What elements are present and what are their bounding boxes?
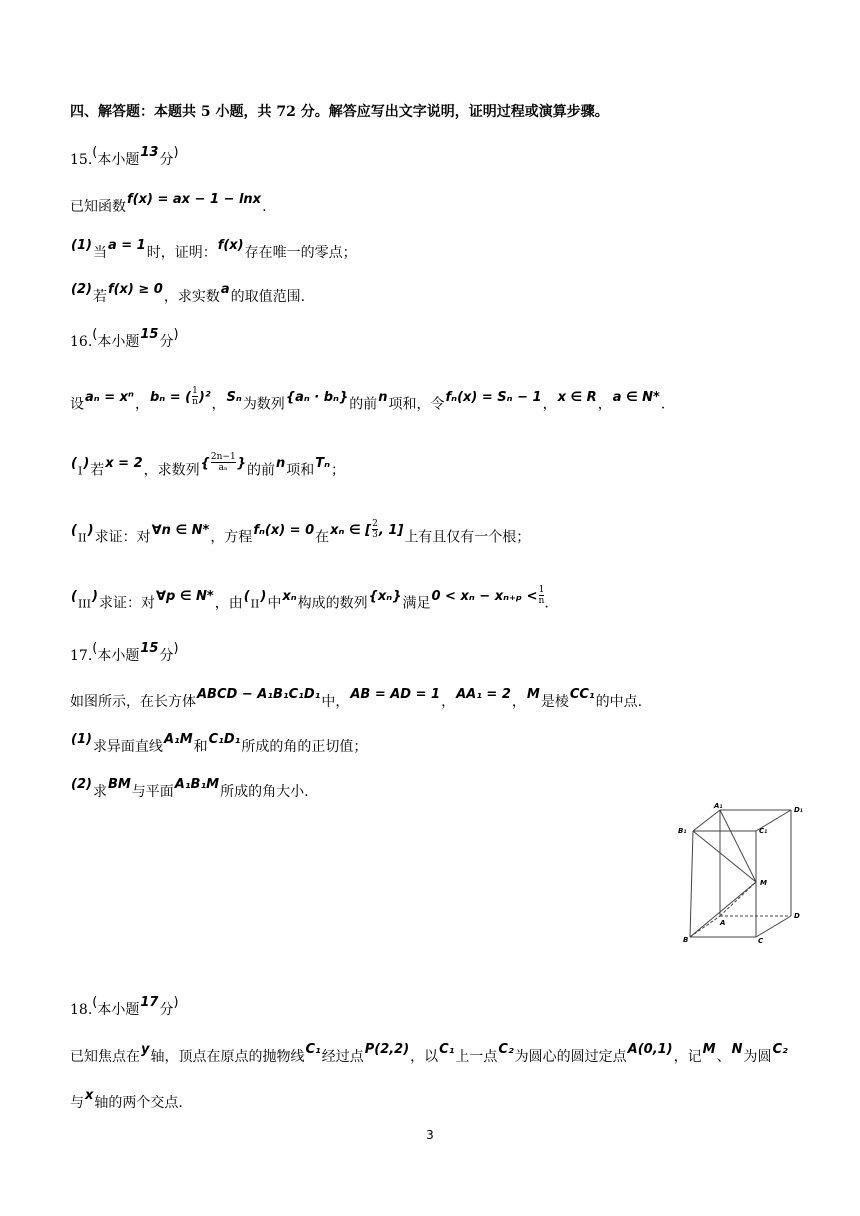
label-b: B — [683, 936, 689, 944]
label-d: D — [794, 912, 800, 920]
label-d1: D₁ — [794, 806, 803, 814]
q15-stem: 已知函数f(x) = ax − 1 − lnx. — [70, 192, 267, 215]
q16-score: 15 — [140, 327, 159, 342]
q16-part3: (III)求证：对∀p ∈ N*，由(II)中xₙ构成的数列{xₙ}满足0 < xₙ − xₙ₊ₚ < $\frac{1}{n}$ . — [71, 585, 549, 612]
q16-part1: (I)若x = 2，求数列{ $\frac{2n-1}{\text{aₙ}}$ }的前n项和Tₙ； — [71, 452, 346, 479]
q15-header: 15.(本小题13分) — [70, 145, 179, 168]
label-c: C — [758, 937, 764, 945]
label-c1: C₁ — [759, 827, 768, 835]
q18-stem-line1: 已知焦点在y轴，顶点在原点的抛物线C₁经过点P(2,2)，以C₁上一点C₂为圆心的圆过定点A(0,1)，记M、N为圆C₂ — [70, 1042, 788, 1065]
label-a1: A₁ — [714, 802, 723, 810]
label-a: A — [720, 919, 726, 927]
q17-score: 15 — [140, 641, 159, 656]
q18-header: 18.(本小题17分) — [70, 995, 179, 1018]
q18-stem-line2: 与x轴的两个交点. — [70, 1088, 183, 1111]
cuboid-figure — [670, 800, 810, 950]
q17-header: 17.(本小题15分) — [70, 641, 179, 664]
q18-score: 17 — [140, 995, 159, 1010]
q15-number: 15. — [70, 152, 93, 168]
page-number: 3 — [426, 1128, 434, 1142]
q15-function: f(x) = ax − 1 − lnx — [127, 192, 262, 207]
q16-stem: 设aₙ = xⁿ，bₙ = ( $\frac{1}{n}$ )²，Sₙ为数列{aₙ · bₙ}的前n项和，令fₙ(x) = Sₙ − 1，x ∈ R，a ∈ N*. — [70, 386, 666, 413]
fraction: $\frac{1}{n}$ — [192, 386, 198, 407]
section-heading: 四、解答题：本题共 5 小题，共 72 分。解答应写出文字说明，证明过程或演算步骤。 — [70, 104, 609, 120]
q16-part2: (II)求证：对∀n ∈ N*，方程fₙ(x) = 0在xₙ ∈ [ $\frac{2}{3}$ , 1]上有且仅有一个根； — [71, 519, 531, 546]
label-m: M — [760, 879, 767, 887]
q16-header: 16.(本小题15分) — [70, 327, 179, 350]
label-b1: B₁ — [678, 827, 687, 835]
q17-part1: (1)求异面直线A₁M和C₁D₁所成的角的正切值； — [71, 732, 368, 755]
q17-stem: 如图所示，在长方体ABCD − A₁B₁C₁D₁中，AB = AD = 1，AA₁ = 2，M是棱CC₁的中点. — [70, 687, 643, 710]
q15-part1: (1)当a = 1时，证明：f(x)存在唯一的零点； — [71, 238, 357, 261]
q15-score: 13 — [140, 145, 159, 160]
q17-part2: (2)求BM与平面A₁B₁M所成的角大小. — [71, 777, 309, 800]
q15-part2: (2)若f(x) ≥ 0，求实数a的取值范围. — [71, 282, 306, 305]
